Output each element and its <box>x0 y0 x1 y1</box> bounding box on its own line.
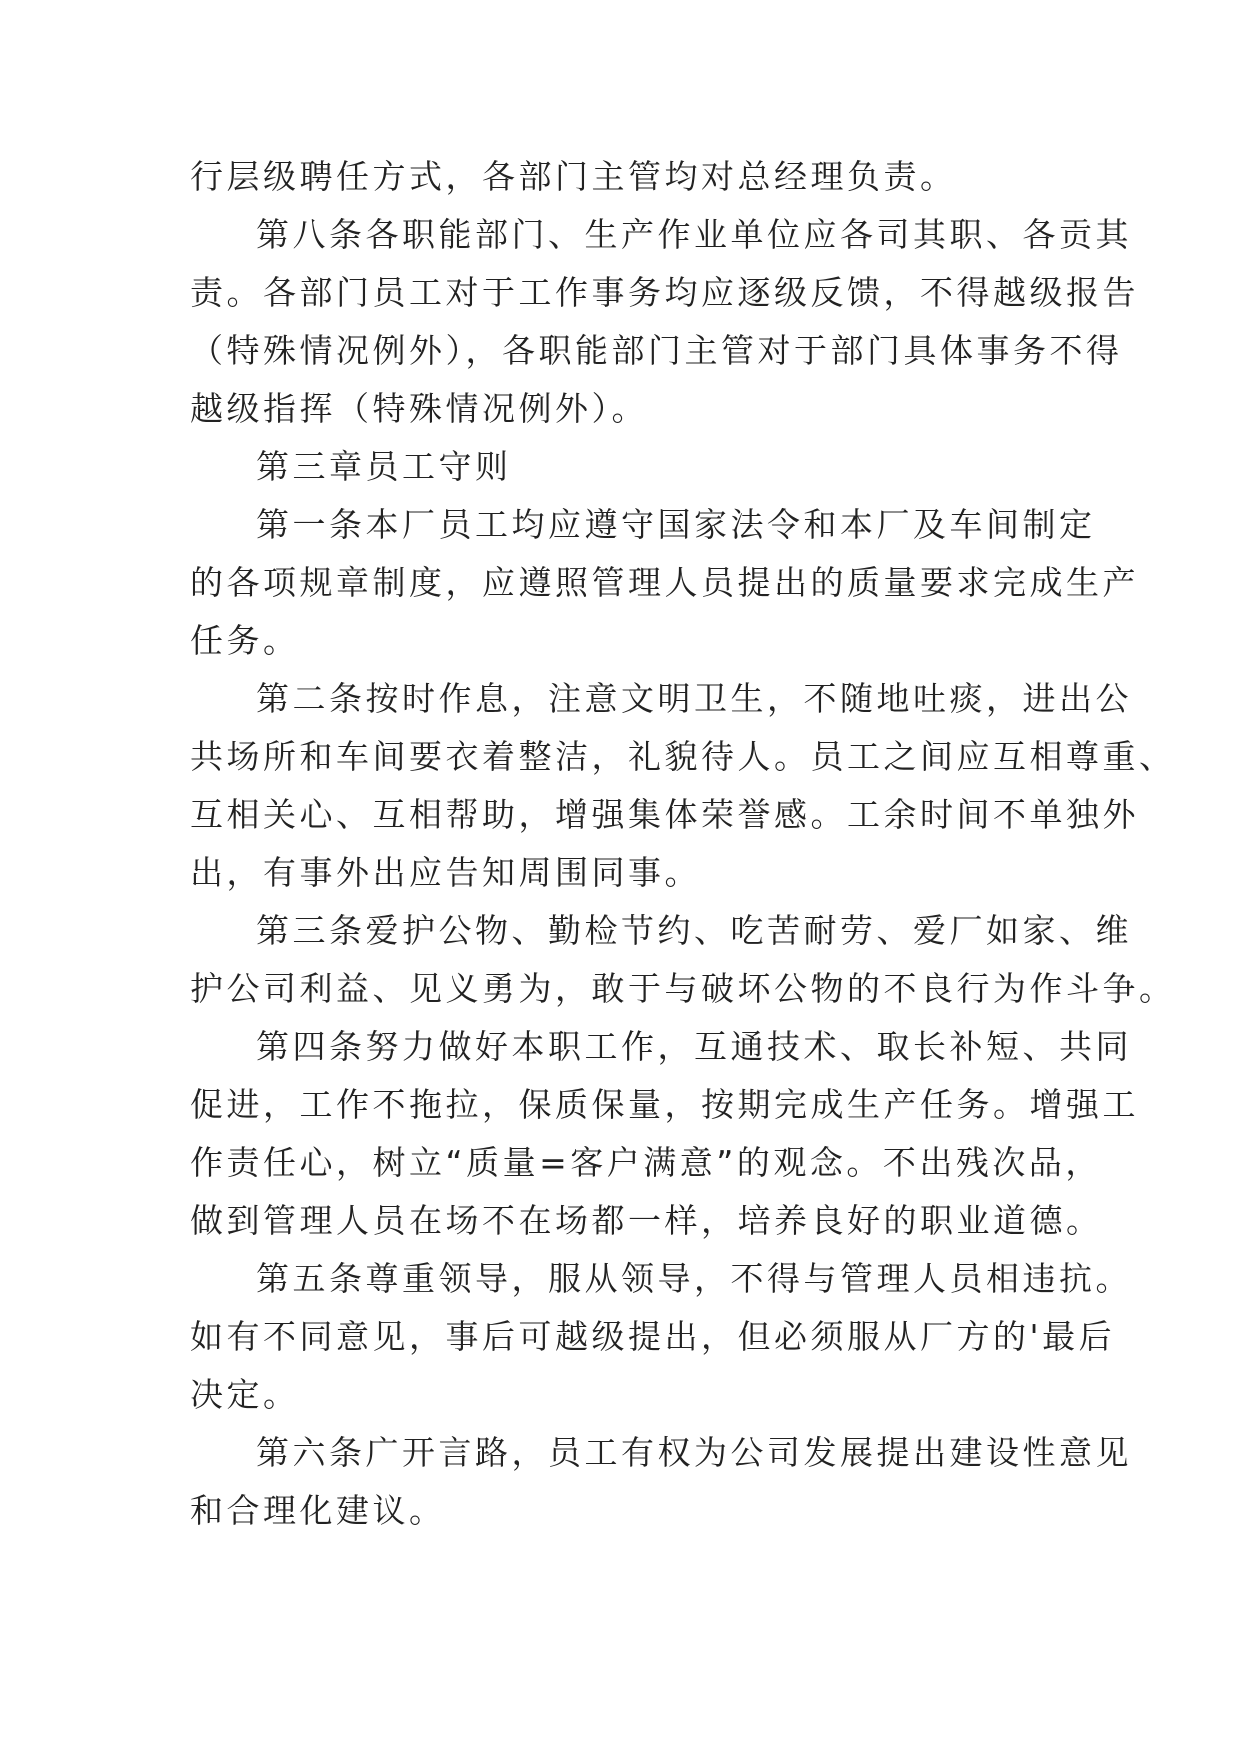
text-line: 的各项规章制度，应遵照管理人员提出的质量要求完成生产 <box>190 563 1139 602</box>
text-line: 第一条本厂员工均应遵守国家法令和本厂及车间制定 <box>256 505 1096 544</box>
text-line: 第二条按时作息，注意文明卫生，不随地吐痰，进出公 <box>256 679 1132 718</box>
text-line: 行层级聘任方式，各部门主管均对总经理负责。 <box>190 157 957 196</box>
text-line: 第五条尊重领导，服从领导，不得与管理人员相违抗。 <box>256 1259 1132 1298</box>
text-line: 共场所和车间要衣着整洁，礼貌待人。员工之间应互相尊重、 <box>190 737 1176 776</box>
text-line: 做到管理人员在场不在场都一样，培养良好的职业道德。 <box>190 1201 1103 1240</box>
text-line: 任务。 <box>190 621 300 660</box>
text-line: 出，有事外出应告知周围同事。 <box>190 853 701 892</box>
text-line: 互相关心、互相帮助，增强集体荣誉感。工余时间不单独外 <box>190 795 1139 834</box>
text-line: 第六条广开言路，员工有权为公司发展提出建设性意见 <box>256 1433 1132 1472</box>
text-line: 第八条各职能部门、生产作业单位应各司其职、各贡其 <box>256 215 1132 254</box>
text-line: 决定。 <box>190 1375 300 1414</box>
text-line: 作责任心，树立“质量=客户满意”的观念。不出残次品， <box>190 1143 1102 1182</box>
text-line: 如有不同意见，事后可越级提出，但必须服从厂方的'最后 <box>190 1317 1116 1356</box>
document-body <box>190 148 1176 1540</box>
text-line: 促进，工作不拖拉，保质保量，按期完成生产任务。增强工 <box>190 1085 1139 1124</box>
text-line: （特殊情况例外），各职能部门主管对于部门具体事务不得 <box>190 331 1123 370</box>
text-line: 和合理化建议。 <box>190 1491 446 1530</box>
text-line: 护公司利益、见义勇为，敢于与破坏公物的不良行为作斗争。 <box>190 969 1176 1008</box>
text-line: 第三条爱护公物、勤检节约、吃苦耐劳、爱厂如家、维 <box>256 911 1132 950</box>
text-line: 责。各部门员工对于工作事务均应逐级反馈，不得越级报告 <box>190 273 1139 312</box>
chapter-heading: 第三章员工守则 <box>256 447 512 486</box>
text-line: 第四条努力做好本职工作，互通技术、取长补短、共同 <box>256 1027 1132 1066</box>
text-line: 越级指挥（特殊情况例外）。 <box>190 389 648 428</box>
